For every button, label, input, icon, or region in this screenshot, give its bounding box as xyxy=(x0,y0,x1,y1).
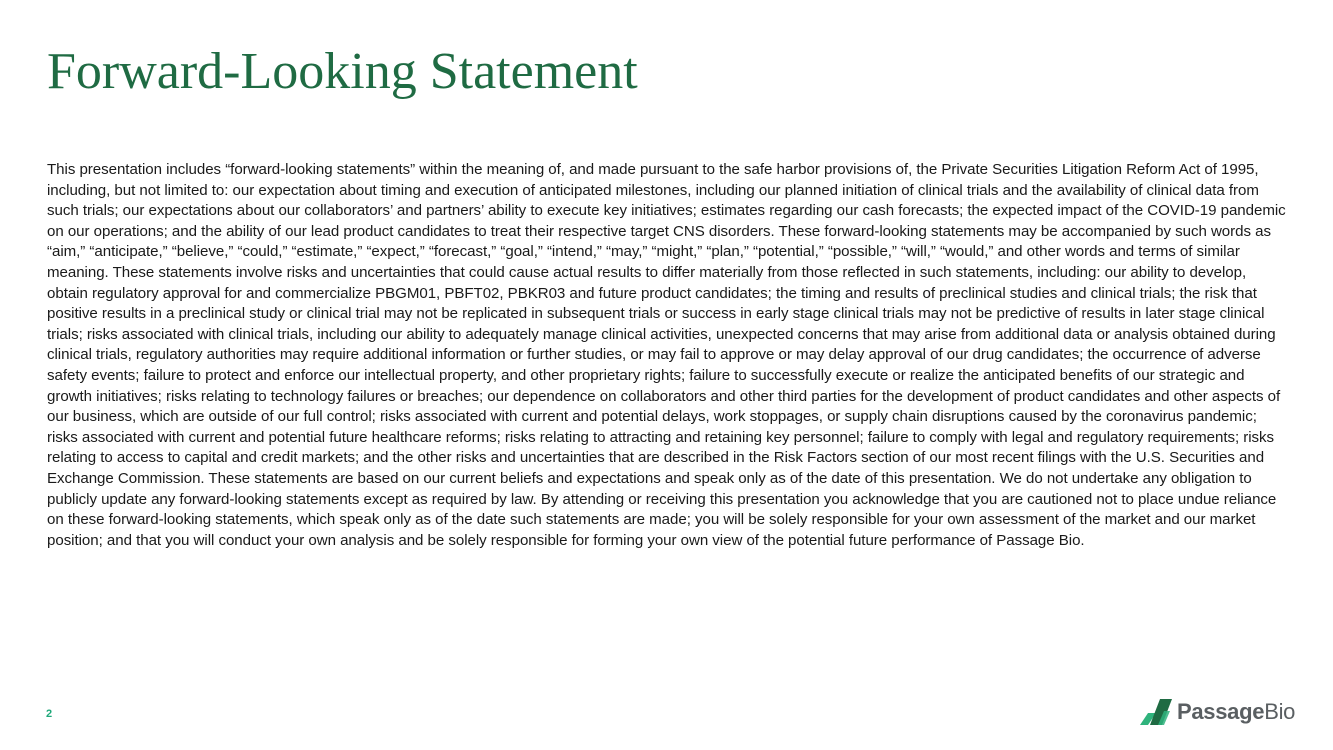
logo-wordmark xyxy=(1177,699,1295,725)
page-number: 2 xyxy=(46,708,53,720)
logo-word-bio: Bio xyxy=(1264,699,1296,724)
logo-word-passage: Passage xyxy=(1177,699,1265,724)
passage-bio-logo xyxy=(1140,698,1295,726)
passage-bio-logo-icon xyxy=(1140,699,1174,725)
slide-title: Forward-Looking Statement xyxy=(47,43,638,100)
forward-looking-statement-text: This presentation includes “forward-looking statements” within the meaning of, and made pursuant to the safe harbor provisions of, the Private Securities Litigation Reform Act of 1995, including, but not limited to: our expectation about timing and execution of anticipated milestones, including our planned initiation of clinical trials and the availability of clinical data from such trials; our expectations about our collaborators’ and partners’ ability to execute key initiatives; estimates regarding our cash forecasts; the expected impact of the COVID-19 pandemic on our operations; and the ability of our lead product candidates to treat their respective target CNS disorders. These forward-looking statements may be accompanied by such words as “aim,” “anticipate,” “believe,” “could,” “estimate,” “expect,” “forecast,” “goal,” “intend,” “may,” “might,” “plan,” “potential,” “possible,” “will,” “would,” and other words and terms of similar meaning. These statements involve risks and uncertainties that could cause actual results to differ materially from those reflected in such statements, including: our ability to develop, obtain regulatory approval for and commercialize PBGM01, PBFT02, PBKR03 and future product candidates; the timing and results of preclinical studies and clinical trials; the risk that positive results in a preclinical study or clinical trial may not be replicated in subsequent trials or success in early stage clinical trials may not be predictive of results in later stage clinical trials; risks associated with clinical trials, including our ability to adequately manage clinical activities, unexpected concerns that may arise from additional data or analysis obtained during clinical trials, regulatory authorities may require additional information or further studies, or may fail to approve or may delay approval of our drug candidates; the occurrence of adverse safety events; failure to protect and enforce our intellectual property, and other proprietary rights; failure to successfully execute or realize the anticipated benefits of our strategic and growth initiatives; risks relating to technology failures or breaches; our dependence on collaborators and other third parties for the development of product candidates and other aspects of our business, which are outside of our full control; risks associated with current and potential delays, work stoppages, or supply chain disruptions caused by the coronavirus pandemic; risks associated with current and potential future healthcare reforms; risks relating to attracting and retaining key personnel; failure to comply with legal and regulatory requirements; risks relating to access to capital and credit markets; and the other risks and uncertainties that are described in the Risk Factors section of our most recent filings with the U.S. Securities and Exchange Commission. These statements are based on our current beliefs and expectations and speak only as of the date of this presentation. We do not undertake any obligation to publicly update any forward-looking statements except as required by law. By attending or receiving this presentation you acknowledge that you are cautioned not to place undue reliance on these forward-looking statements, which speak only as of the date such statements are made; you will be solely responsible for your own assessment of the market and our market position; and that you will conduct your own analysis and be solely responsible for forming your own view of the potential future performance of Passage Bio. xyxy=(47,161,1286,549)
